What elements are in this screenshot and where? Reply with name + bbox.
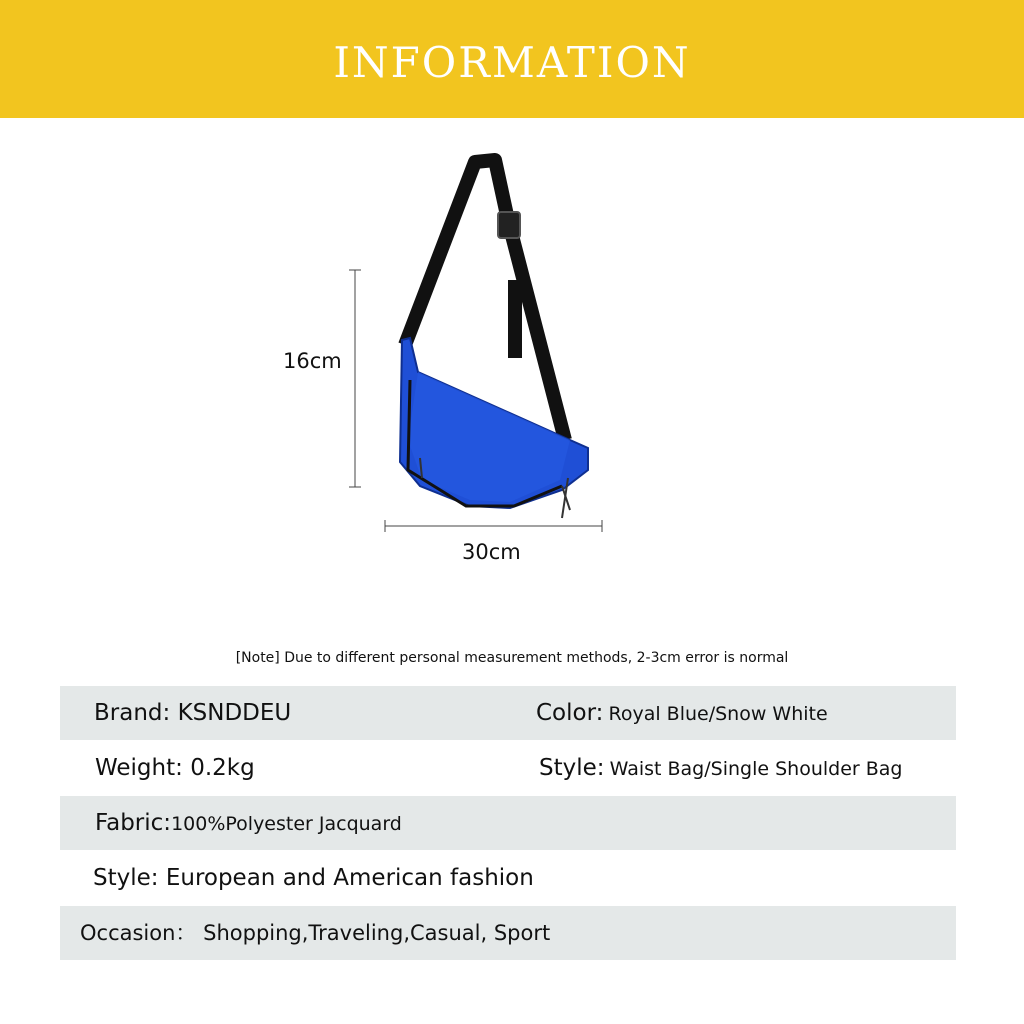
spec-row-fabric — [60, 796, 956, 850]
spec-row-fashion-style — [60, 851, 956, 905]
weight-label: Weight: — [95, 755, 183, 781]
brand-spec — [94, 686, 291, 740]
occasion-label: Occasion： — [80, 921, 197, 945]
measurement-note: [Note] Due to different personal measurement methods, 2-3cm error is normal — [235, 650, 789, 666]
header-banner — [0, 0, 1024, 118]
fabric-spec — [95, 796, 402, 850]
color-spec — [536, 686, 828, 740]
spec-row-brand-color — [60, 686, 956, 740]
spec-row-occasion — [60, 906, 956, 960]
occasion-value: Shopping,Traveling,Casual, Sport — [203, 921, 551, 945]
weight-spec — [95, 741, 255, 795]
weight-value: 0.2kg — [190, 755, 255, 781]
style-label: Style: — [539, 755, 605, 781]
style-value: Waist Bag/Single Shoulder Bag — [609, 758, 903, 780]
style-spec — [539, 741, 902, 795]
dimension-ruler-horizontal — [385, 520, 602, 532]
brand-value: KSNDDEU — [177, 700, 292, 726]
color-label: Color: — [536, 700, 604, 726]
spec-row-weight-style — [60, 741, 956, 795]
fabric-value: 100%Polyester Jacquard — [171, 813, 402, 835]
fabric-label: Fabric: — [95, 810, 172, 836]
width-dimension-label: 30cm — [462, 540, 521, 564]
page-title: INFORMATION — [333, 38, 691, 87]
height-dimension-label: 16cm — [283, 349, 342, 373]
brand-label: Brand: — [94, 700, 171, 726]
dimension-ruler-vertical — [349, 270, 361, 487]
occasion-spec — [80, 906, 550, 960]
color-value: Royal Blue/Snow White — [608, 703, 828, 725]
fashion-style-spec: Style: European and American fashion — [93, 865, 534, 891]
